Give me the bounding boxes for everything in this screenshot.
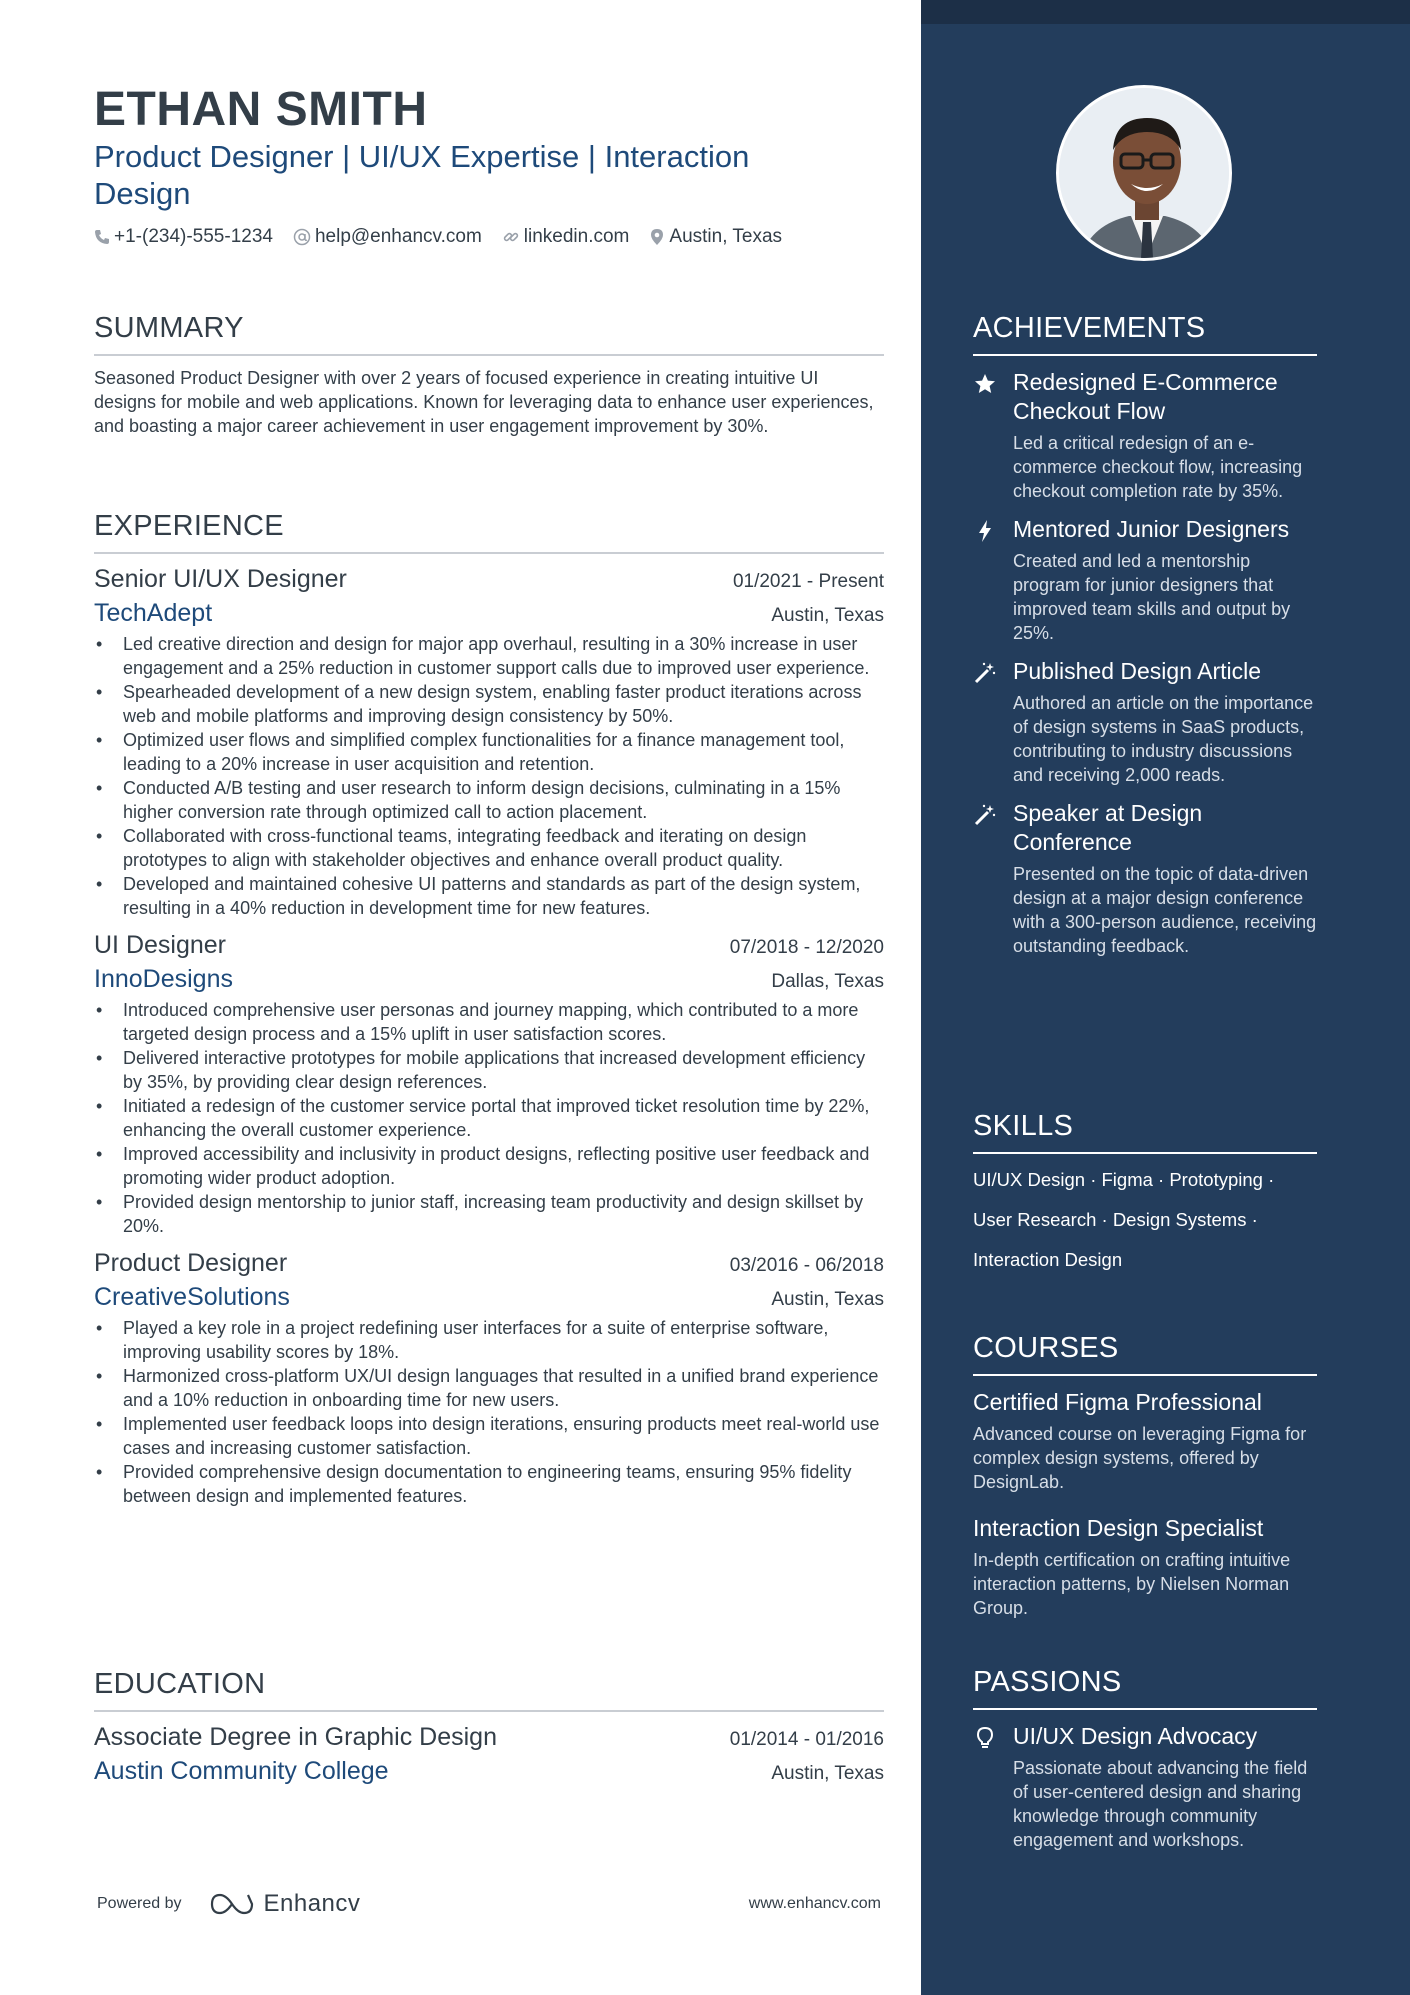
- bullet-item: • Introduced comprehensive user personas and journey mapping, which contributed to a more targeted design process and a 15% uplift in user satisfaction scores.: [94, 998, 884, 1046]
- job-company: TechAdept: [94, 599, 213, 627]
- achievement-title: Mentored Junior Designers: [1013, 516, 1290, 542]
- skills-list: [973, 1160, 1317, 1280]
- section-divider: [94, 1710, 884, 1712]
- skills-line: Interaction Design: [973, 1249, 1123, 1270]
- job-company: InnoDesigns: [94, 965, 233, 993]
- course-item: [973, 1388, 1317, 1494]
- job-title: Senior UI/UX Designer: [94, 565, 347, 593]
- contact-linkedin[interactable]: [502, 226, 630, 248]
- job-location: Austin, Texas: [771, 1289, 884, 1310]
- bullet-item: • Conducted A/B testing and user research to inform design decisions, culminating in a 15% higher conversion rate through optimized call to action placement.: [94, 776, 884, 824]
- job-location: Dallas, Texas: [771, 971, 884, 992]
- achievement-item: [973, 799, 1317, 958]
- bullet-item: • Collaborated with cross-functional teams, integrating feedback and iterating on design prototypes to align with stakeholder objectives and enhance overall product quality.: [94, 824, 884, 872]
- star-icon: [973, 372, 997, 396]
- passion-description: Passionate about advancing the field of user-centered design and sharing knowledge through community engagement and workshops.: [1013, 1758, 1308, 1850]
- course-title: Interaction Design Specialist: [973, 1515, 1264, 1541]
- job-entry: [94, 562, 884, 920]
- achievement-item: [973, 368, 1317, 503]
- achievement-description: Authored an article on the importance of design systems in SaaS products, contributing to industry discussions and receiving 2,000 reads.: [1013, 693, 1314, 785]
- achievements-title: ACHIEVEMENTS: [973, 312, 1206, 344]
- bullet-item: • Improved accessibility and inclusivity in product designs, reflecting positive user feedback and promoting wider product adoption.: [94, 1142, 884, 1190]
- job-title: UI Designer: [94, 931, 226, 959]
- job-entry: [94, 1246, 884, 1508]
- link-icon: [502, 228, 520, 246]
- bullet-item: • Harmonized cross-platform UX/UI design languages that resulted in a unified brand experience and a 10% reduction in onboarding time for new users.: [94, 1364, 884, 1412]
- education-dates: 01/2014 - 01/2016: [729, 1729, 884, 1750]
- course-item: [973, 1514, 1317, 1620]
- bullet-item: • Spearheaded development of a new design system, enabling faster product iterations across web and mobile platforms and improving design consistency by 50%.: [94, 680, 884, 728]
- at-icon: [293, 228, 311, 246]
- enhancv-logo-icon: [208, 1891, 256, 1917]
- section-divider: [973, 1152, 1317, 1154]
- passions-title: PASSIONS: [973, 1666, 1122, 1698]
- education-title: EDUCATION: [94, 1668, 266, 1700]
- lightning-icon: [973, 519, 997, 543]
- course-description: Advanced course on leveraging Figma for complex design systems, offered by DesignLab.: [973, 1424, 1307, 1492]
- summary-title: SUMMARY: [94, 312, 244, 344]
- job-dates: 03/2016 - 06/2018: [729, 1255, 884, 1276]
- achievement-title: Redesigned E-Commerce Checkout Flow: [1013, 369, 1278, 424]
- passion-title: UI/UX Design Advocacy: [1013, 1723, 1258, 1749]
- achievement-item: [973, 657, 1317, 787]
- lightbulb-icon: [973, 1726, 997, 1750]
- education-section: [94, 1666, 884, 1788]
- skills-section: [973, 1108, 1275, 1280]
- school-name: Austin Community College: [94, 1757, 389, 1785]
- bullet-item: • Played a key role in a project redefining user interfaces for a suite of enterprise software, improving usability scores by 18%.: [94, 1316, 884, 1364]
- brand-name: Enhancv: [263, 1890, 361, 1917]
- sidebar: [921, 0, 1410, 1995]
- magic-wand-icon: [973, 661, 997, 685]
- contact-location: [649, 226, 782, 248]
- magic-wand-icon: [973, 803, 997, 827]
- experience-title: EXPERIENCE: [94, 510, 284, 542]
- job-entry: [94, 928, 884, 1238]
- candidate-headline: Product Designer | UI/UX Expertise | Interaction Design: [94, 139, 750, 211]
- achievement-description: Created and led a mentorship program for junior designers that improved team skills and output by 25%.: [1013, 551, 1291, 643]
- summary-section: [94, 310, 884, 438]
- passion-item: [973, 1722, 1317, 1852]
- contact-email[interactable]: [293, 226, 482, 248]
- courses-section: [973, 1330, 1307, 1620]
- section-divider: [973, 1708, 1317, 1710]
- contact-location-text: Austin, Texas: [669, 226, 783, 247]
- experience-section: [94, 508, 884, 1508]
- bullet-item: • Led creative direction and design for major app overhaul, resulting in a 30% increase in user engagement and a 25% reduction in customer support calls due to improved user experience.: [94, 632, 884, 680]
- sidebar-top-band: [921, 0, 1410, 24]
- bullet-item: • Provided design mentorship to junior staff, increasing team productivity and design skillset by 20%.: [94, 1190, 884, 1238]
- achievements-section: [973, 310, 1317, 958]
- bullet-item: • Developed and maintained cohesive UI patterns and standards as part of the design system, resulting in a 40% reduction in development time for new features.: [94, 872, 884, 920]
- location-icon: [649, 228, 665, 246]
- achievement-description: Presented on the topic of data-driven design at a major design conference with a 300-person audience, receiving outstanding feedback.: [1013, 864, 1317, 956]
- footer: [97, 1890, 881, 1918]
- summary-text: Seasoned Product Designer with over 2 years of focused experience in creating intuitive UI designs for mobile and web applications. Known for leveraging data to enhance user experiences, and boasting a major career achievement in user engagement improvement by 30%.: [94, 368, 874, 436]
- degree-title: Associate Degree in Graphic Design: [94, 1723, 497, 1751]
- website-link[interactable]: www.enhancv.com: [748, 1895, 881, 1912]
- education-location: Austin, Texas: [771, 1763, 884, 1784]
- bullet-item: • Delivered interactive prototypes for mobile applications that increased development efficiency by 35%, by providing clear design references.: [94, 1046, 884, 1094]
- contact-linkedin-text: linkedin.com: [523, 226, 630, 247]
- contact-phone-text: +1-(234)-555-1234: [114, 226, 273, 247]
- job-bullets: [94, 998, 884, 1238]
- bullet-item: • Provided comprehensive design documentation to engineering teams, ensuring 95% fidelity between design and implemented features.: [94, 1460, 884, 1508]
- section-divider: [973, 1374, 1317, 1376]
- phone-icon: [94, 229, 110, 245]
- job-bullets: [94, 1316, 884, 1508]
- job-dates: 07/2018 - 12/2020: [729, 937, 884, 958]
- resume-header: [94, 82, 884, 248]
- achievement-item: [973, 515, 1317, 645]
- job-title: Product Designer: [94, 1249, 288, 1277]
- contact-email-text: help@enhancv.com: [314, 226, 482, 247]
- job-location: Austin, Texas: [771, 605, 884, 626]
- section-divider: [94, 354, 884, 356]
- bullet-item: • Optimized user flows and simplified complex functionalities for a finance management tool, leading to a 20% increase in user acquisition and retention.: [94, 728, 884, 776]
- skills-line: User Research · Design Systems ·: [973, 1209, 1258, 1230]
- skills-title: SKILLS: [973, 1110, 1074, 1142]
- avatar-illustration: [1059, 88, 1232, 261]
- contact-info: [94, 226, 884, 248]
- course-title: Certified Figma Professional: [973, 1389, 1262, 1415]
- section-divider: [94, 552, 884, 554]
- skills-line: UI/UX Design · Figma · Prototyping ·: [973, 1169, 1275, 1190]
- bullet-item: • Implemented user feedback loops into design iterations, ensuring products meet real-world use cases and increasing customer satisfaction.: [94, 1412, 884, 1460]
- job-bullets: [94, 632, 884, 920]
- bullet-item: • Initiated a redesign of the customer service portal that improved ticket resolution time by 22%, enhancing the overall customer experience.: [94, 1094, 884, 1142]
- achievement-title: Speaker at Design Conference: [1013, 800, 1203, 855]
- achievement-title: Published Design Article: [1013, 658, 1262, 684]
- avatar: [1056, 85, 1232, 261]
- courses-title: COURSES: [973, 1332, 1119, 1364]
- candidate-name: ETHAN SMITH: [94, 83, 428, 136]
- job-company: CreativeSolutions: [94, 1283, 290, 1311]
- achievement-description: Led a critical redesign of an e-commerce checkout flow, increasing checkout completion rate by 35%.: [1013, 433, 1303, 501]
- powered-by[interactable]: [97, 1890, 360, 1918]
- passions-section: [973, 1664, 1308, 1852]
- section-divider: [973, 354, 1317, 356]
- course-description: In-depth certification on crafting intuitive interaction patterns, by Nielsen Norman Group.: [973, 1550, 1291, 1618]
- contact-phone[interactable]: [94, 226, 273, 248]
- job-dates: 01/2021 - Present: [732, 571, 884, 592]
- powered-by-label: Powered by: [97, 1895, 182, 1912]
